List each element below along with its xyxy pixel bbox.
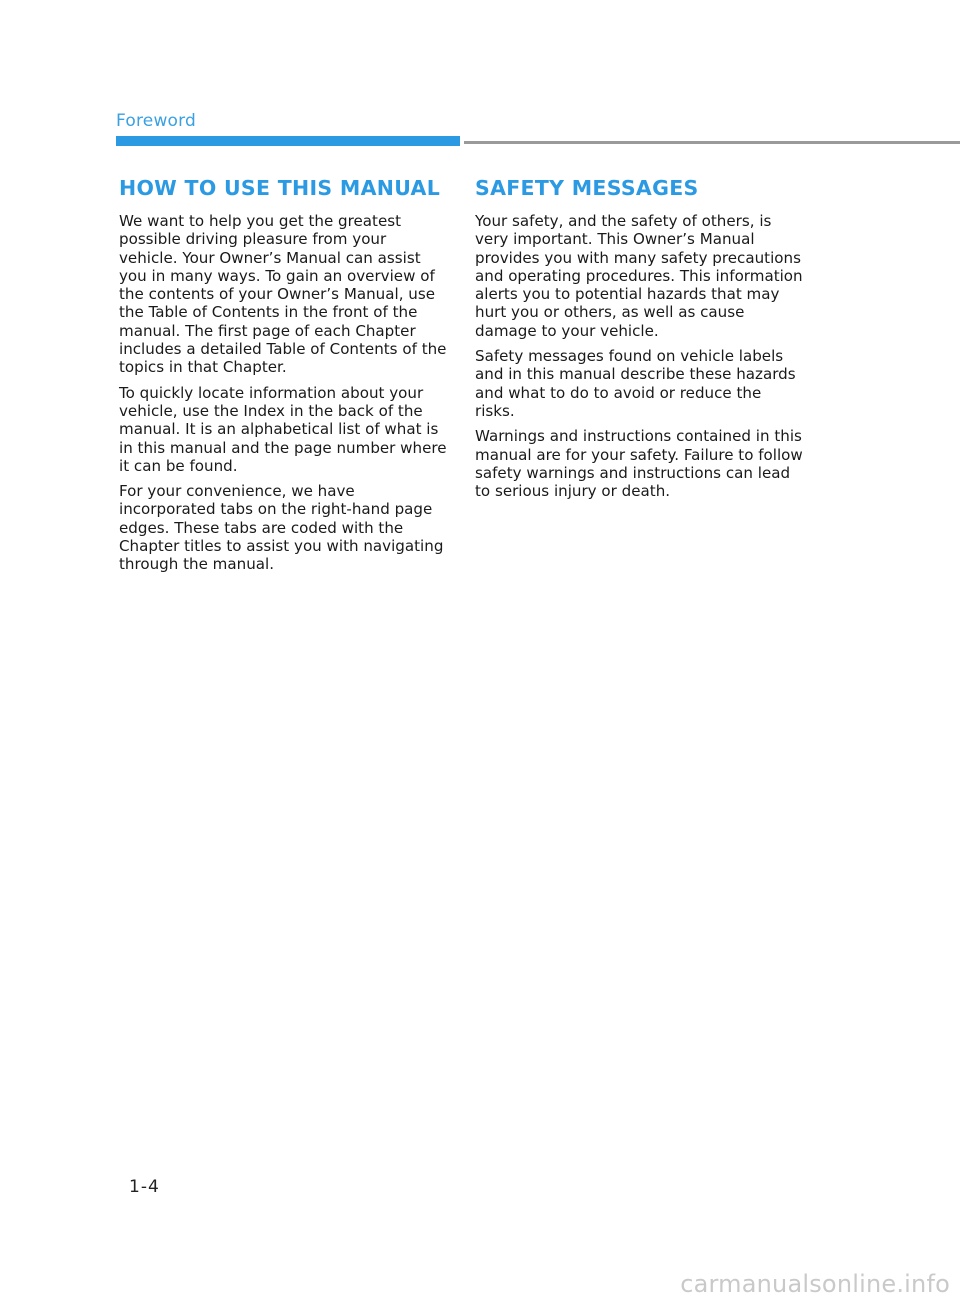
section-label: Foreword [116, 111, 197, 131]
header-rule-gray [464, 141, 960, 144]
paragraph: Warnings and instructions contained in this manual are for your safety. Failure to follow safety warnings and instructions can lead to serious injury or death. [475, 427, 803, 501]
watermark: carmanualsonline.info [680, 1270, 950, 1298]
heading-how-to-use: HOW TO USE THIS MANUAL [119, 176, 441, 200]
paragraph: Safety messages found on vehicle labels and in this manual describe these hazards and what to do to avoid or reduce the risks. [475, 347, 796, 420]
heading-safety-messages: SAFETY MESSAGES [475, 176, 699, 200]
page-number: 1-4 [129, 1177, 160, 1197]
paragraph: To quickly locate information about your vehicle, use the Index in the back of the manual. It is an alphabetical list of what is in this manual and the page number where it can be found. [119, 383, 447, 475]
paragraph: For your convenience, we have incorporated tabs on the right-hand page edges. These tabs are coded with the Chapter titles to assist you with navigating through the manual. [119, 482, 444, 574]
header-rule-accent [116, 136, 460, 146]
left-column [119, 174, 449, 581]
paragraph: We want to help you get the greatest possible driving pleasure from your vehicle. Your Owner’s Manual can assist you in many ways. To gain an overview of the contents of your Owner’s Manual, use the Table of Contents in the front of the manual. The first page of each Chapter includes a detailed Table of Contents of the topics in that Chapter. [119, 212, 447, 377]
paragraph: Your safety, and the safety of others, is very important. This Owner’s Manual provides you with many safety precautions and operating procedures. This information alerts you to potential hazards that may hurt you or others, as well as cause damage to your vehicle. [475, 212, 803, 340]
right-column [475, 174, 805, 507]
